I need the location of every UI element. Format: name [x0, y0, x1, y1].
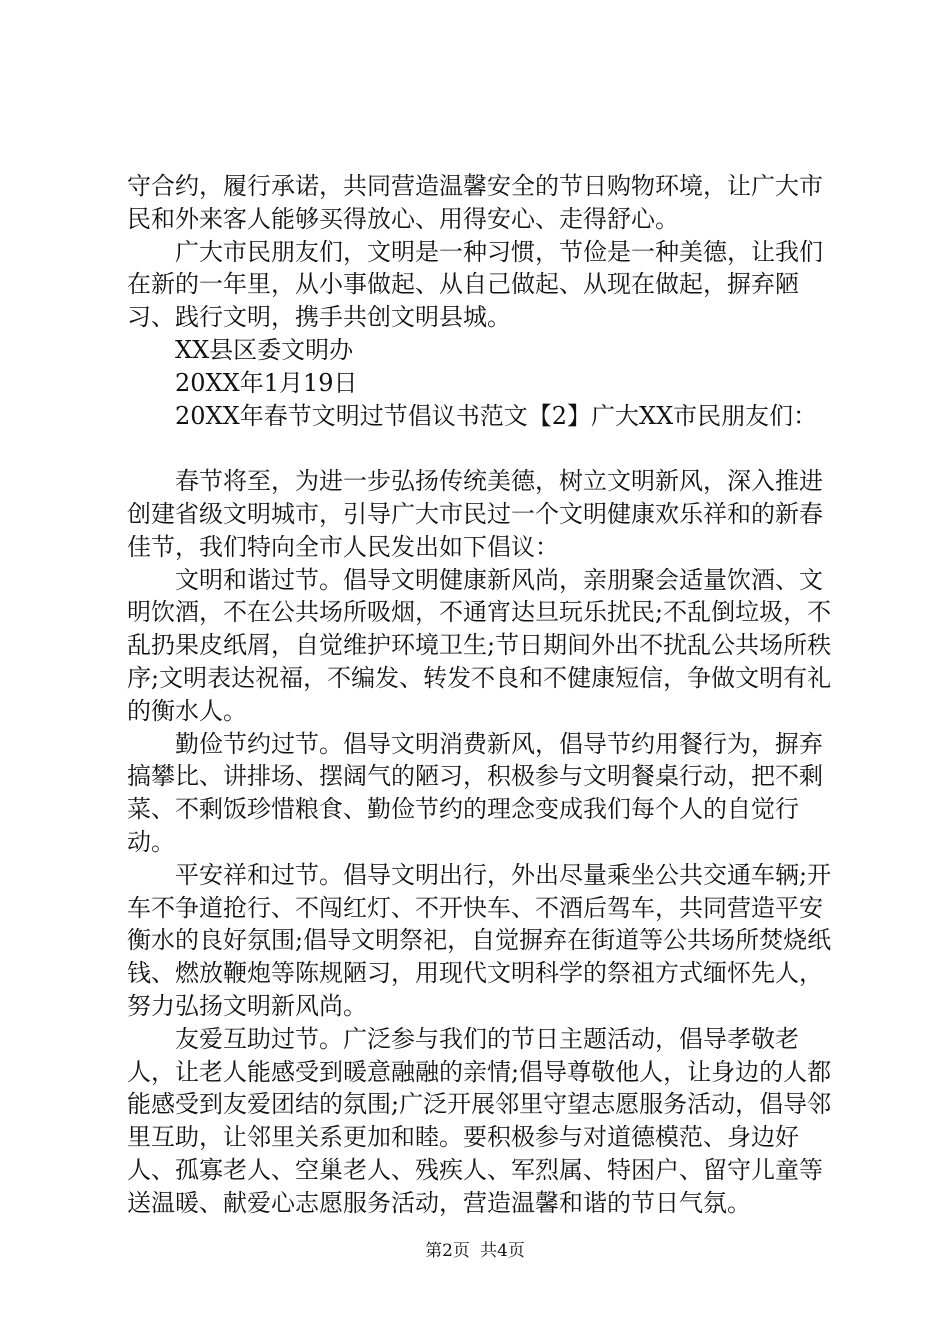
paragraph-safety: 平安祥和过节。倡导文明出行，外出尽量乘坐公共交通车辆;开车不争道抢行、不闯红灯、不开快车、不酒后驾车，共同营造平安衡水的良好氛围;倡导文明祭祀，自觉摒弃在街道等公共场所焚烧纸钱、燃放鞭炮等陈规陋习，用现代文明科学的祭祖方式缅怀先人，努力弘扬文明新风尚。 — [127, 860, 832, 1020]
paragraph-harmony: 文明和谐过节。倡导文明健康新风尚，亲朋聚会适量饮酒、文明饮酒，不在公共场所吸烟，不通宵达旦玩乐扰民;不乱倒垃圾，不乱扔果皮纸屑，自觉维护环境卫生;节日期间外出不扰乱公共场所秩序;文明表达祝福，不编发、转发不良和不健康短信，争做文明有礼的衡水人。 — [127, 565, 832, 725]
page-number: 第2页 — [425, 1241, 470, 1261]
paragraph-mutual-aid: 友爱互助过节。广泛参与我们的节日主题活动，倡导孝敬老人，让老人能感受到暖意融融的亲情;倡导尊敬他人，让身边的人都能感受到友爱团结的氛围;广泛开展邻里守望志愿服务活动，倡导邻里互助，让邻里关系更加和睦。要积极参与对道德模范、身边好人、孤寡老人、空巢老人、残疾人、军烈属、特困户、留守儿童等送温暖、献爱心志愿服务活动，营造温馨和谐的节日气氛。 — [127, 1024, 832, 1217]
document-body — [127, 170, 837, 1220]
paragraph-continuation: 守合约，履行承诺，共同营造温馨安全的节日购物环境，让广大市民和外来客人能够买得放心、用得安心、走得舒心。 — [127, 172, 823, 233]
section-heading: 20XX年春节文明过节倡议书范文【2】广大XX市民朋友们： — [175, 401, 818, 430]
signature-organization: XX县区委文明办 — [175, 335, 354, 364]
blank-line — [127, 432, 837, 465]
paragraph-thrift: 勤俭节约过节。倡导文明消费新风，倡导节约用餐行为，摒弃搞攀比、讲排场、摆阔气的陋习，积极参与文明餐桌行动，把不剩菜、不剩饭珍惜粮食、勤俭节约的理念变成我们每个人的自觉行动。 — [127, 729, 823, 856]
paragraph-intro: 春节将至，为进一步弘扬传统美德，树立文明新风，深入推进创建省级文明城市，引导广大市民过一个文明健康欢乐祥和的新春佳节，我们特向全市人民发出如下倡议： — [127, 467, 823, 561]
page-total: 共4页 — [480, 1241, 525, 1261]
page-footer — [0, 1241, 950, 1261]
paragraph-closing-appeal: 广大市民朋友们，文明是一种习惯，节俭是一种美德，让我们在新的一年里，从小事做起、从自己做起、从现在做起，摒弃陋习、践行文明，携手共创文明县城。 — [127, 237, 823, 332]
signature-date: 20XX年1月19日 — [175, 368, 358, 397]
